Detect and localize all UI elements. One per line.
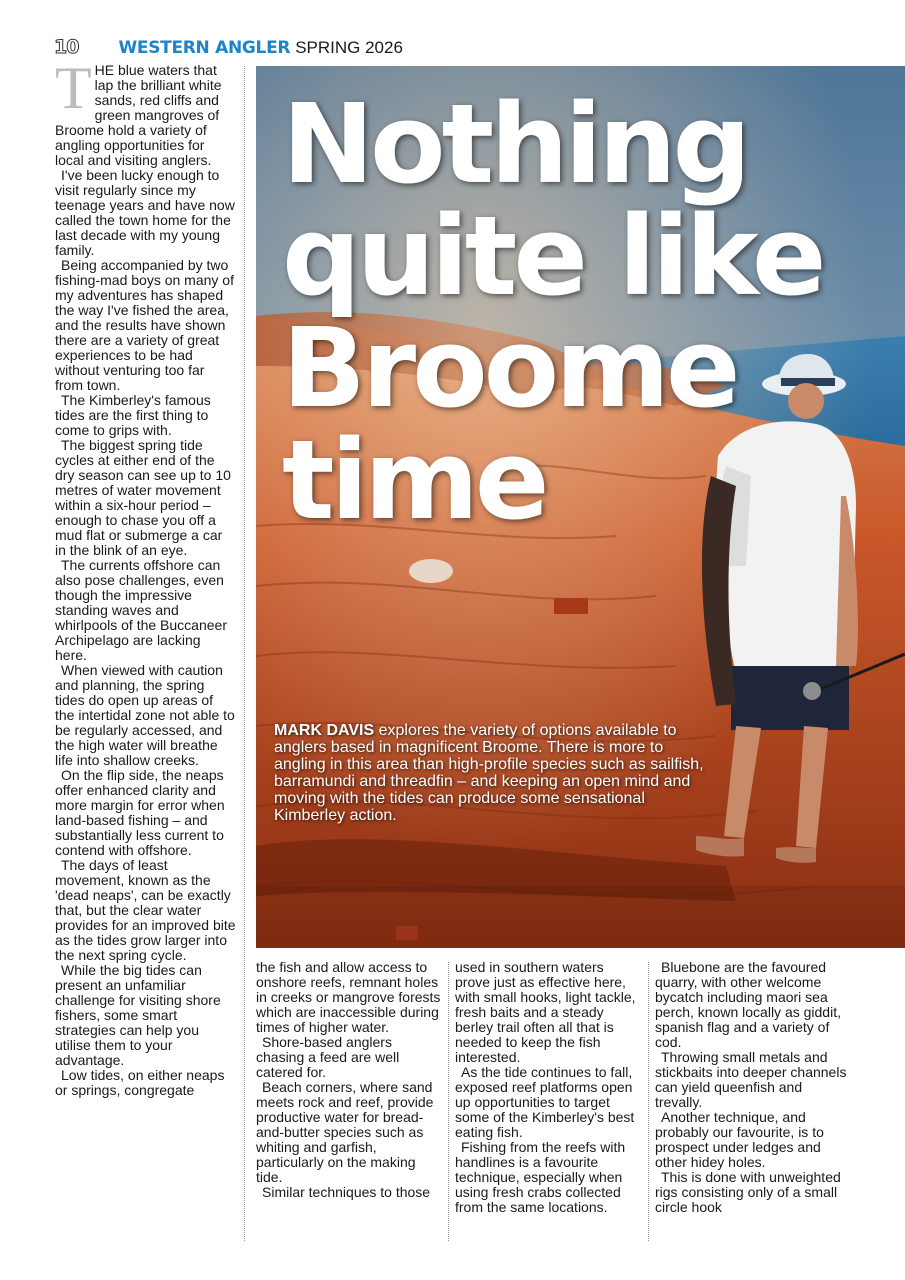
hero-photo [256, 66, 905, 948]
body-paragraph: On the flip side, the neaps offer enhanced clarity and more margin for error when land-based fishing – and substantially less current to contend with offshore. [55, 767, 225, 858]
body-paragraph: Bluebone are the favoured quarry, with other welcome bycatch including maori sea perch, known locally as giddit, spanish flag and a variety of cod. [655, 960, 841, 1050]
column-divider [648, 962, 649, 1241]
issue-label: SPRING 2026 [295, 38, 403, 57]
body-paragraph: Being accompanied by two fishing-mad boys on many of my adventures has shaped the way I've fished the area, and the results have shown there are a variety of great experiences to be had without venturing too far from town. [55, 257, 234, 393]
headline [282, 80, 823, 544]
body-column-2 [256, 960, 442, 1243]
body-paragraph: Beach corners, where sand meets rock and reef, provide productive water for bread-and-butter species such as whiting and garfish, particularly on the making tide. [256, 1079, 434, 1185]
column-divider [448, 962, 449, 1241]
drop-cap: T [55, 63, 92, 121]
body-paragraph: Low tides, on either neaps or springs, congregate [55, 1067, 225, 1098]
body-paragraph: When viewed with caution and planning, the spring tides do open up areas of the intertidal zone not able to be regularly accessed, and the high water will breathe life into shallow creeks. [55, 662, 235, 768]
body-column-1 [55, 63, 236, 1243]
magazine-name: WESTERN ANGLER [118, 38, 291, 58]
standfirst-text: explores the variety of options available to anglers based in magnificent Broome. There is more to angling in this area than high-profile species such as sailfish, barramundi and threadfin – and keeping an open mind and moving with the tides can produce some sensational Kimberley action. [274, 722, 704, 824]
body-paragraph: the fish and allow access to onshore reefs, remnant holes in creeks or mangrove forests which are inaccessible during times of higher water. [256, 960, 441, 1035]
headline-line: Broome [282, 304, 737, 432]
column-divider [244, 66, 245, 1241]
body-paragraph: Shore-based anglers chasing a feed are well catered for. [256, 1034, 400, 1080]
body-paragraph: The days of least movement, known as the 'dead neaps', can be exactly that, but the clear water provides for an improved bite as the tides grow larger into the next spring cycle. [55, 857, 236, 963]
body-paragraph: Similar techniques to those [262, 1184, 431, 1200]
body-column-3 [455, 960, 641, 1243]
body-paragraph: Another technique, and probably our favourite, is to prospect under ledges and other hidey holes. [655, 1109, 824, 1170]
body-paragraph: This is done with unweighted rigs consisting only of a small circle hook [655, 1169, 841, 1215]
body-paragraph: THE blue waters that lap the brilliant white sands, red cliffs and green mangroves of Broome hold a variety of angling opportunities for local and visiting anglers. [55, 63, 222, 168]
standfirst [274, 722, 704, 824]
body-paragraph: While the big tides can present an unfamiliar challenge for visiting shore fishers, some smart strategies can help you utilise them to your advantage. [55, 962, 221, 1068]
body-paragraph: Throwing small metals and stickbaits into deeper channels can yield queenfish and trevally. [655, 1049, 847, 1110]
body-paragraph: used in southern waters prove just as effective here, with small hooks, light tackle, fresh baits and a steady berley trail often all that is needed to keep the fish interested. [455, 960, 636, 1065]
headline-line: Nothing [282, 80, 748, 208]
body-column-4 [655, 960, 847, 1243]
body-paragraph: Fishing from the reefs with handlines is a favourite technique, especially when using fresh crabs collected from the same locations. [455, 1139, 626, 1215]
headline-line: quite like [282, 192, 823, 320]
body-paragraph: The Kimberley's famous tides are the first thing to come to grips with. [55, 392, 211, 438]
body-paragraph: The currents offshore can also pose challenges, even though the impressive standing waves and whirlpools of the Buccaneer Archipelago are lacking here. [55, 557, 227, 663]
page-header [54, 36, 403, 58]
page-number: 10 [54, 36, 79, 58]
body-paragraph: I've been lucky enough to visit regularly since my teenage years and have now called the town home for the last decade with my young family. [55, 167, 235, 258]
body-paragraph: The biggest spring tide cycles at either end of the dry season can see up to 10 metres of water movement within a six-hour period – enough to chase you off a mud flat or submerge a car in the blink of an eye. [55, 437, 231, 558]
body-paragraph: As the tide continues to fall, exposed reef platforms open up opportunities to target some of the Kimberley's best eating fish. [455, 1064, 635, 1140]
author-name: MARK DAVIS [274, 722, 375, 739]
headline-line: time [282, 416, 546, 544]
